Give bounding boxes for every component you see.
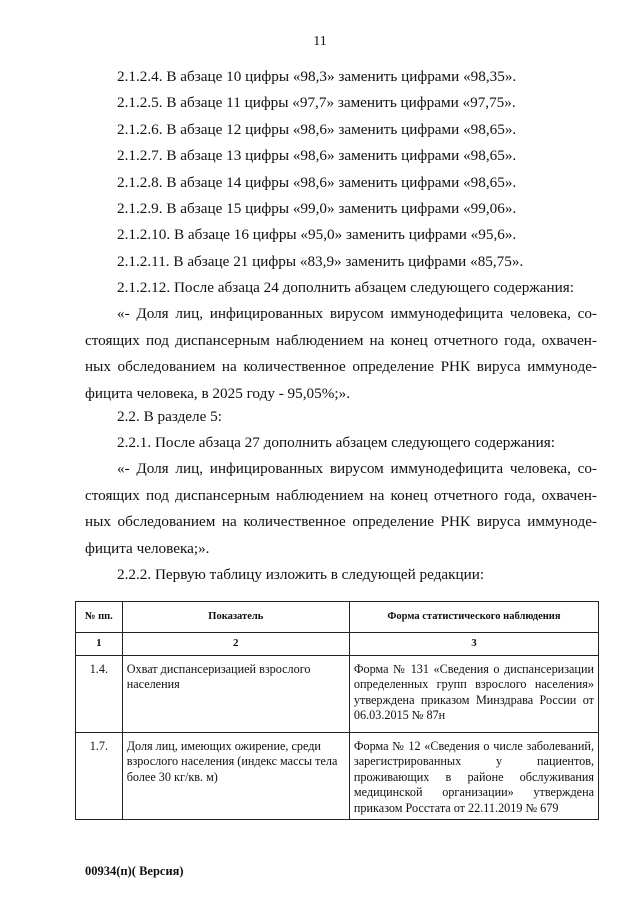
row-number: 1.7. — [76, 733, 123, 820]
quote1-line: ных обследованием на количественное определение РНК вируса иммуноде- — [85, 358, 597, 375]
quote2-line: стоящих под диспансерным наблюдением на конец отчетного года, охвачен- — [85, 486, 597, 504]
item-2-1-2-9: 2.1.2.9. В абзаце 15 цифры «99,0» заменить цифрами «99,06». — [117, 200, 517, 217]
indicators-table — [75, 601, 599, 820]
column-number: 3 — [349, 633, 598, 656]
row-number: 1.4. — [76, 656, 123, 733]
quote1-line: фицита человека, в 2025 году - 95,05%;». — [85, 384, 350, 402]
item-2-2-2: 2.2.2. Первую таблицу изложить в следующей редакции: — [117, 566, 485, 583]
row-form: Форма № 131 «Сведения о диспансеризации определенных групп взрослого населения» утверждена приказом Минздрава России от 06.03.2015 № 87н — [349, 656, 598, 733]
item-2-1-2-5: 2.1.2.5. В абзаце 11 цифры «97,7» заменить цифрами «97,75». — [117, 94, 516, 111]
quote1-line: стоящих под диспансерным наблюдением на конец отчетного года, охвачен- — [85, 331, 597, 349]
item-2-1-2-7: 2.1.2.7. В абзаце 13 цифры «98,6» заменить цифрами «98,65». — [117, 147, 517, 164]
quote2-line: фицита человека;». — [85, 539, 210, 557]
header-indicator: Показатель — [122, 602, 349, 633]
header-form: Форма статистического наблюдения — [349, 602, 598, 633]
item-2-1-2-10: 2.1.2.10. В абзаце 16 цифры «95,0» заменить цифрами «95,6». — [117, 226, 517, 243]
item-2-1-2-8: 2.1.2.8. В абзаце 14 цифры «98,6» заменить цифрами «98,65». — [117, 174, 517, 191]
page-number: 11 — [313, 34, 327, 49]
quote2-line: ных обследованием на количественное определение РНК вируса иммуноде- — [85, 513, 597, 530]
row-indicator: Доля лиц, имеющих ожирение, среди взрослого населения (индекс массы тела более 30 кг/кв. м) — [122, 733, 349, 820]
row-indicator: Охват диспансеризацией взрослого населения — [122, 656, 349, 733]
row-form: Форма № 12 «Сведения о числе заболеваний, зарегистрированных у пациентов, проживающих в районе обслуживания медицинской организации» утверждена приказом Росстата от 22.11.2019 № 679 — [349, 733, 598, 820]
item-2-1-2-6: 2.1.2.6. В абзаце 12 цифры «98,6» заменить цифрами «98,65». — [117, 121, 517, 138]
item-2-2-1: 2.2.1. После абзаца 27 дополнить абзацем следующего содержания: — [117, 434, 556, 451]
quote-paragraph-1 — [85, 301, 597, 407]
quote2-line: «- Доля лиц, инфицированных вирусом иммунодефицита человека, со- — [117, 460, 597, 477]
table-row — [76, 656, 599, 733]
item-2-1-2-11: 2.1.2.11. В абзаце 21 цифры «83,9» заменить цифрами «85,75». — [117, 253, 524, 270]
item-2-1-2-4: 2.1.2.4. В абзаце 10 цифры «98,3» заменить цифрами «98,35». — [117, 68, 517, 85]
quote1-line: «- Доля лиц, инфицированных вирусом иммунодефицита человека, со- — [117, 305, 597, 322]
document-footer: 00934(п)( Версия) — [85, 864, 184, 878]
header-number: № пп. — [76, 602, 123, 633]
table-header-row — [76, 602, 599, 633]
column-number-row — [76, 633, 599, 656]
section-2-2: 2.2. В разделе 5: — [117, 408, 222, 425]
quote-paragraph-2 — [85, 456, 597, 562]
table-row — [76, 733, 599, 820]
column-number: 2 — [122, 633, 349, 656]
column-number: 1 — [76, 633, 123, 656]
item-2-1-2-12: 2.1.2.12. После абзаца 24 дополнить абзацем следующего содержания: — [117, 279, 574, 296]
